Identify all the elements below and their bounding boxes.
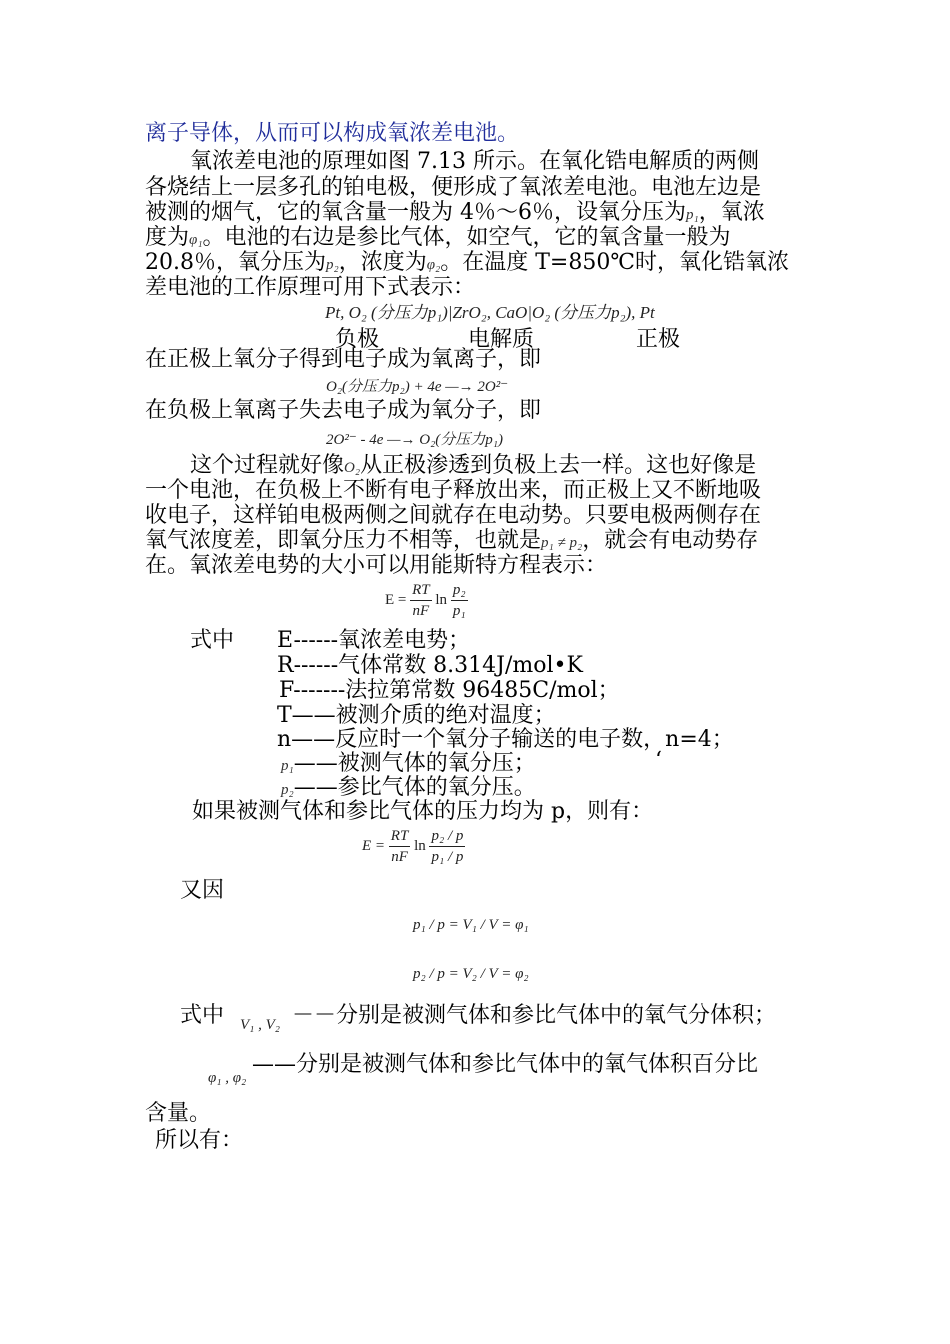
equation-2: p₂ / p = V₂ / V = φ₂	[413, 966, 529, 982]
text-fragment: ，就会有电动势存	[582, 528, 759, 553]
definition-line: T——被测介质的绝对温度；	[277, 703, 556, 728]
text-fragment: 氧气浓度差，即氧分压力不相等，也就是	[145, 528, 542, 553]
text-fragment: 。在温度 T=850℃时，氧化锆氧浓	[440, 250, 789, 275]
symbol-phi2: φ₂	[426, 257, 441, 273]
fraction-pp	[429, 826, 465, 867]
text-line: 在。氧浓差电势的大小可以用能斯特方程表示：	[145, 553, 608, 578]
text-line: 如果被测气体和参比气体的压力均为 p，则有：	[192, 799, 654, 824]
ln: ln	[435, 592, 448, 608]
text-fragment: 度为	[145, 225, 190, 250]
numerator: RT	[410, 580, 432, 601]
fraction-rt	[389, 826, 411, 867]
text-line: 一个电池，在负极上不断有电子释放出来，而正极上又不断地吸	[145, 478, 762, 503]
negative-reaction: 2O²⁻ - 4e —→ O₂(分压力p₁)	[326, 432, 503, 448]
equation-1: p₁ / p = V₁ / V = φ₁	[413, 917, 529, 933]
symbol-o2: O₂	[344, 460, 361, 476]
text-line: 离子导体，从而可以构成氧浓差电池。	[145, 121, 520, 146]
definition-line: E------氧浓差电势；	[277, 628, 471, 653]
text-line: 又因	[180, 878, 225, 903]
numerator: p₂ / p	[429, 826, 465, 847]
text-line	[145, 225, 731, 253]
text-fragment: ——被测气体的氧分压；	[293, 751, 536, 776]
lhs: E =	[362, 838, 386, 854]
text-line: 含量。	[145, 1101, 212, 1126]
text-line	[190, 453, 756, 481]
denominator: p₁	[452, 603, 466, 619]
text-fragment: 被测的烟气，它的氧含量一般为 4％～6％，设氧分压为	[145, 200, 686, 225]
text-fragment: ——参比气体的氧分压。	[293, 775, 536, 800]
text-line: 各烧结上一层多孔的铂电极，便形成了氧浓差电池。电池左边是	[145, 175, 762, 200]
ln: ln	[414, 838, 426, 854]
denominator: p₁ / p	[431, 849, 464, 865]
text-line	[145, 200, 765, 228]
nernst-fraction-rt	[410, 580, 432, 621]
label-negative: 负极	[335, 327, 380, 352]
symbol-phi1: φ₁	[189, 232, 203, 248]
cell-formula: Pt, O₂ (分压力p₁)|ZrO₂, CaO|O₂ (分压力p₂), Pt	[325, 303, 655, 322]
symbol-phi1-phi2: φ₁ , φ₂	[208, 1070, 247, 1086]
text-line: 氧浓差电池的原理如图 7.13 所示。在氧化锆电解质的两侧	[190, 149, 759, 174]
text-fragment: 从正极渗透到负极上去一样。这也好像是	[360, 453, 757, 478]
symbol-p1-ne-p2: p₁ ≠ p₂	[541, 535, 583, 551]
text-fragment: 20.8％，氧分压为	[145, 250, 326, 275]
numerator: RT	[389, 826, 411, 847]
symbol-v1-v2: V₁ , V₂	[240, 1017, 281, 1033]
definition-line: R------气体常数 8.314J/mol•K	[277, 653, 583, 678]
text-fragment: ，氧浓	[698, 200, 765, 225]
text-line: 在负极上氧离子失去电子成为氧分子，即	[145, 398, 542, 423]
nernst-fraction-p	[451, 580, 468, 621]
pressure-ratio-equation	[362, 826, 465, 867]
numerator: p₂	[451, 580, 468, 601]
text-line: 所以有：	[155, 1128, 244, 1153]
positive-reaction: O₂(分压力p₂) + 4e —→ 2O²⁻	[326, 379, 509, 395]
definition-line: n——反应时一个氧分子输送的电子数，n=4；	[277, 727, 734, 752]
denominator: nF	[391, 849, 408, 865]
label-electrolyte: 电解质	[468, 327, 535, 352]
where-label: 式中	[190, 628, 235, 653]
text-line: 收电子，这样铂电极两侧之间就存在电动势。只要电极两侧存在	[145, 503, 762, 528]
text-line: 在正极上氧分子得到电子成为氧离子，即	[145, 347, 542, 372]
text-line	[145, 528, 758, 556]
where-label: 式中	[180, 1003, 225, 1028]
stray-mark: ‘	[655, 748, 662, 773]
text-line	[145, 250, 789, 278]
nernst-lhs: E =	[385, 592, 407, 608]
denominator: nF	[412, 603, 430, 619]
symbol-p1: p₁	[686, 207, 699, 223]
label-positive: 正极	[636, 327, 681, 352]
symbol-p1: p₁	[281, 758, 294, 774]
symbol-p2: p₂	[281, 782, 294, 798]
text-fragment: 这个过程就好像	[190, 453, 345, 478]
definition-line: －－分别是被测气体和参比气体中的氧气分体积；	[292, 1003, 777, 1028]
nernst-equation	[385, 580, 468, 621]
definition-line: F-------法拉第常数 96485C/mol；	[279, 678, 620, 703]
definition-line: ——分别是被测气体和参比气体中的氧气体积百分比	[252, 1052, 759, 1077]
text-fragment: 。电池的右边是参比气体，如空气，它的氧含量一般为	[202, 225, 731, 250]
text-line: 差电池的工作原理可用下式表示：	[145, 275, 476, 300]
text-fragment: ，浓度为	[338, 250, 427, 275]
symbol-p2: p₂	[326, 257, 339, 273]
